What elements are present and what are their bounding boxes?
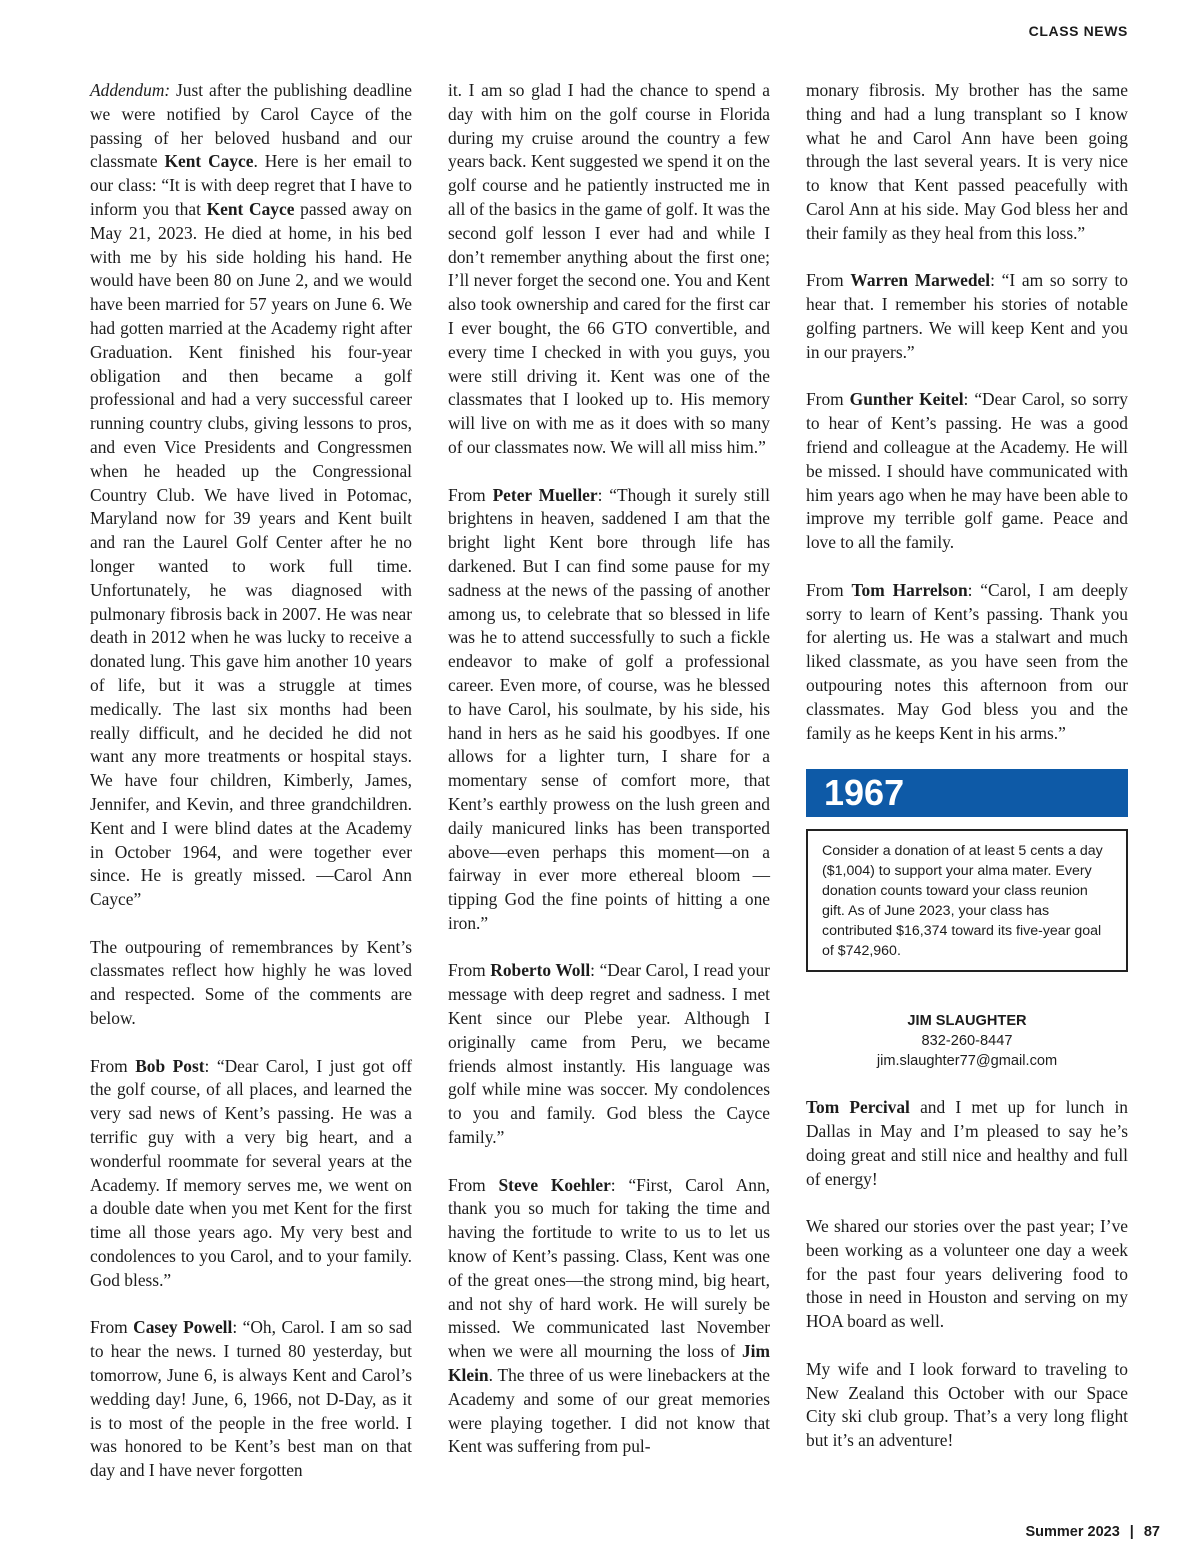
- addendum-text: Just after the publishing deadline we were notified by Carol Cayce of the passing of her beloved husband and our classmate: [90, 80, 412, 172]
- outpouring-paragraph: The outpouring of remembrances by Kent’s classmates reflect how highly he was loved and respected. Some of the comments are below.: [90, 936, 412, 1029]
- tom-percival-paragraph: [806, 1096, 1128, 1191]
- quote-text: . The three of us were linebackers at the Academy and some of our great memories were playing together. I did not know that Kent was suffering from pul-: [448, 1365, 770, 1457]
- classmate-name: Kent Cayce: [206, 198, 295, 219]
- gunther-keitel-paragraph: [806, 388, 1128, 555]
- column-3: [806, 79, 1128, 1453]
- quote-text: : “Dear Carol, so sorry to hear of Kent’s passing. He was a good friend and colleague at the Academy. He will be missed. I should have communicated with him years ago when he may have been able to improve my terrible golf game. Peace and love to all the family.: [806, 389, 1128, 553]
- addendum-paragraph: [90, 79, 412, 912]
- column-1: [90, 79, 412, 1483]
- casey-powell-paragraph: [90, 1316, 412, 1483]
- steve-koehler-continued: monary fibrosis. My brother has the same thing and had a lung transplant so I know what he and Carol Ann have been going through the last several years. It is very nice to know that Kent passed peacefully with Carol Ann at his side. May God bless her and their family as they heal from this loss.”: [806, 80, 1128, 243]
- tom-harrelson-paragraph: [806, 579, 1128, 746]
- classmate-name: Casey Powell: [133, 1317, 233, 1338]
- quote-text: : “Dear Carol, I just got off the golf course, of all places, and learned the very sad news of Kent’s passing. He was a terrific guy with a very big heart, and a wonderful roommate for several years at the Academy. If memory serves me, we went on a double date when you met Kent for the first time all those years ago. My very best and condolences to you Carol, and to your family. God bless.”: [90, 1055, 412, 1290]
- addendum-label: Addendum:: [90, 80, 171, 100]
- page-footer: [1025, 1524, 1160, 1540]
- addendum-text: . Here is her email to our class: “It is with deep regret that I have to inform you that: [90, 151, 412, 219]
- classmate-name: Tom Percival: [806, 1097, 910, 1118]
- classmate-name: Tom Harrelson: [851, 579, 968, 600]
- classmate-name: Kent Cayce: [164, 151, 254, 172]
- quote-text: : “Carol, I am deeply sorry to learn of Kent’s passing. Thank you for alerting us. He was a stalwart and much liked classmate, as you have seen from the outpouring notes this afternoon from our classmates. May God bless you and the family as he keeps Kent in his arms.”: [806, 579, 1128, 743]
- classmate-name: Warren Marwedel: [850, 270, 991, 291]
- classmate-name: Steve Koehler: [498, 1174, 611, 1195]
- class-year-banner: 1967: [806, 769, 1128, 817]
- quote-text: : “Though it surely still brightens in heaven, saddened I am that the bright light Kent bore through life has darkened. But I can find some pause for my sadness at the news of the passing of another among us, to celebrate that so blessed in life was he to attend successfully to such a fickle endeavor to make of golf a professional career. Even more, of course, was he blessed to have Carol, his soulmate, by his side, his hand in hers as he said his goodbyes. If one allows for a lighter turn, I share for a momentary sense of comfort more, that Kent’s earthly prowess on the lush green and daily manicured links has been transported above—even perhaps this moment—on a fairway in ever more ethereal bloom —tipping God the fine points of hitting a one iron.”: [448, 484, 770, 933]
- classmate-name: Jim Klein: [448, 1341, 770, 1386]
- travel-paragraph: My wife and I look forward to traveling to New Zealand this October with our Space City ski club group. That’s a very long flight but it’s an adventure!: [806, 1358, 1128, 1451]
- warren-marwedel-paragraph: [806, 269, 1128, 364]
- steve-koehler-paragraph: [448, 1174, 770, 1460]
- contact-name: JIM SLAUGHTER: [907, 1013, 1027, 1030]
- class-contact: [806, 1011, 1128, 1071]
- from-label: From: [806, 389, 850, 410]
- quote-text: : “I am so sorry to hear that. I remember his stories of notable golfing partners. We will keep Kent and you in our prayers.”: [806, 270, 1128, 362]
- contact-phone: 832-260-8447: [921, 1033, 1013, 1050]
- quote-text: : “Dear Carol, I read your message with deep regret and sadness. I met Kent since our Plebe year. Although I originally came from Peru, we became friends almost instantly. His language was golf while mine was soccer. My condolences to you and family. God bless the Cayce family.”: [448, 960, 770, 1148]
- quote-text: : “Oh, Carol. I am so sad to hear the news. I turned 80 yesterday, but tomorrow, June 6, is always Kent and Carol’s wedding day! June, 6, 1966, not D-Day, as it is to most of the people in the free world. I was honored to be Kent’s best man on that day and I have never forgotten: [90, 1317, 412, 1481]
- peter-mueller-paragraph: [448, 484, 770, 936]
- shared-stories-paragraph: We shared our stories over the past year; I’ve been working as a volunteer one day a week for the past four years delivering food to those in need in Houston and serving on my HOA board as well.: [806, 1216, 1128, 1332]
- column-2: [448, 79, 770, 1459]
- roberto-woll-paragraph: [448, 959, 770, 1149]
- classmate-name: Peter Mueller: [492, 484, 598, 505]
- classmate-name: Roberto Woll: [490, 960, 591, 981]
- donation-box: Consider a donation of at least 5 cents a day ($1,004) to support your alma mater. Every donation counts toward your class reunion gift. As of June 2023, your class has contributed $16,374 toward its five-year goal of $742,960.: [806, 829, 1128, 972]
- section-label: CLASS NEWS: [1028, 23, 1128, 39]
- from-label: From: [448, 1174, 499, 1195]
- classmate-name: Bob Post: [135, 1055, 205, 1076]
- issue-label: Summer 2023: [1025, 1524, 1120, 1540]
- addendum-text: passed away on May 21, 2023. He died at home, in his bed with me by his side holding his hand. He would have been 80 on June 2, and we would have been married for 57 years on June 6. We had gotten married at the Academy right after Graduation. Kent finished his four-year obligation and then became a golf professional and had a very successful career running country clubs, giving lessons to pros, and even Vice Presidents and Congressmen when he headed up the Congressional Country Club. We have lived in Potomac, Maryland now for 39 years and Kent built and ran the Laurel Golf Center after he no longer wanted to work full time. Unfortunately, he was diagnosed with pulmonary fibrosis back in 2007. He was near death in 2012 when he was lucky to receive a donated lung. This gave him another 10 years of life, but it was a struggle at times medically. The last six months had been really difficult, and he decided he did not want any more treatments or hospital stays. We have four children, Kimberly, James, Jennifer, and Kevin, and three grandchildren. Kent and I were blind dates at the Academy in October 1964, and were together ever since. He is greatly missed. —Carol Ann Cayce”: [90, 198, 412, 910]
- footer-separator: |: [1129, 1524, 1134, 1540]
- from-label: From: [806, 270, 851, 291]
- from-label: From: [806, 579, 852, 600]
- classmate-name: Gunther Keitel: [849, 389, 964, 410]
- page-number: 87: [1143, 1524, 1160, 1540]
- from-label: From: [448, 960, 491, 981]
- from-label: From: [90, 1317, 134, 1338]
- from-label: From: [448, 484, 493, 505]
- bob-post-paragraph: [90, 1055, 412, 1293]
- from-label: From: [90, 1055, 136, 1076]
- casey-powell-continued: it. I am so glad I had the chance to spend a day with him on the golf course in Florida during my cruise around the country a few years back. Kent suggested we spend it on the golf course and he patiently instructed me in all of the basics in the game of golf. It was the second golf lesson I ever had and while I don’t remember anything about the first one; I’ll never forget the second one. You and Kent also took ownership and cared for the first car I ever bought, the 66 GTO convertible, and every time I checked in with you guys, you were still driving it. Kent was one of the classmates that I looked up to. His memory will live on with me as it does with so many of our classmates now. We will all miss him.”: [448, 80, 770, 457]
- contact-email: jim.slaughter77@gmail.com: [876, 1053, 1058, 1070]
- news-text: and I met up for lunch in Dallas in May and I’m pleased to say he’s doing great and still nice and healthy and full of energy!: [806, 1097, 1128, 1189]
- quote-text: : “First, Carol Ann, thank you so much for taking the time and having the fortitude to write to us to let us know of Kent’s passing. Class, Kent was one of the great ones—the strong mind, big heart, and not shy of hard work. He will surely be missed. We communicated last November when we were all mourning the loss of: [448, 1174, 770, 1362]
